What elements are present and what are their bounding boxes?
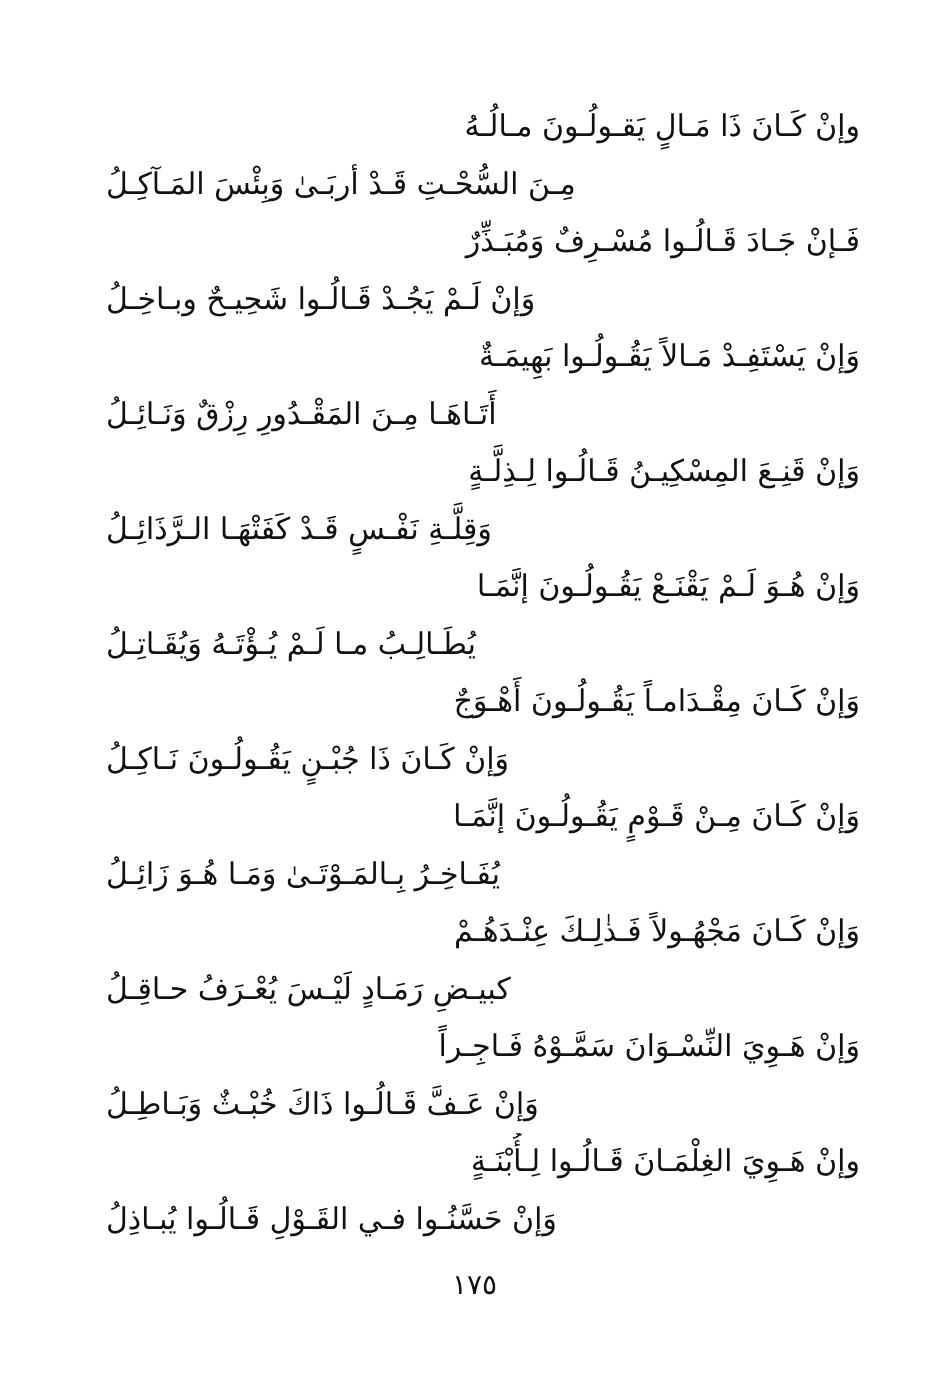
- poem-line: وَإنْ كَـانَ مِـنْ قَـوْمٍ يَقُـولُـونَ إنَّمَـا: [453, 799, 860, 834]
- poem-line: مِـنَ السُّحْـتِ قَـدْ أربَـىٰ وَبِئْسَ المَـآكِـلُ: [106, 166, 576, 202]
- poem-line: أَتَـاهَـا مِـنَ المَقْـدُورِ رِزْقٌ وَنَـائِـلُ: [106, 396, 497, 432]
- poem-line: وإنْ هَـوِيَ الغِلْمَـانَ قَـالُـوا لِـأُبْنَـةٍ: [470, 1144, 860, 1179]
- poem-line: وَإنْ عَـفَّ قَـالُـوا ذَاكَ خُبْـثٌ وَبَـاطِـلُ: [106, 1086, 539, 1122]
- poem-line: وَإنْ يَسْتَفِـدْ مَـالاً يَقُـولُـوا بَهِيمَـةٌ: [478, 339, 860, 374]
- poem-line: وَإنْ كَـانَ مَجْهُـولاً فَـذٰلِـكَ عِنْـدَهُـمْ: [453, 914, 860, 949]
- poem-line: يُطَـالِـبُ مـا لَـمْ يُـؤْتَـهُ وَيُقَـاتِـلُ: [106, 626, 476, 662]
- poem-body: [80, 98, 870, 1248]
- poem-line: وَإنْ كَـانَ ذَا جُبْـنٍ يَقُـولُـونَ نَـاكِـلُ: [106, 741, 510, 777]
- poem-line: وَقِلَّـةِ نَفْـسٍ قَـدْ كَفَتْهَـا الـرَّذَائِـلُ: [106, 511, 492, 547]
- poem-line: وَإنْ كَـانَ مِقْـدَامـاً يَقُـولُـونَ أَهْـوَجٌ: [453, 684, 860, 719]
- poem-line: وإنْ كَـانَ ذَا مَـالٍ يَقـولُـونَ مـالُـهُ: [464, 109, 860, 144]
- poem-line: وَإنْ لَـمْ يَجُـدْ قَـالُـوا شَحِيـحٌ وبـاخِـلُ: [106, 281, 536, 317]
- poem-line: وَإنْ هَـوِيَ النِّسْـوَانَ سَمَّـوْهُ فَـاجِـراً: [438, 1029, 860, 1064]
- poem-line: وَإنْ قَنِـعَ المِسْكِيـنُ قَـالُـوا لِـذِلَّـةٍ: [468, 454, 860, 489]
- poem-line: وَإنْ هُـوَ لَـمْ يَقْنَـعْ يَقُـولُـونَ إنَّمَـا: [476, 569, 860, 604]
- poem-line: وَإنْ حَسَّنُـوا فـي القَـوْلِ قَـالُـوا يُبـاذِلُ: [106, 1201, 557, 1237]
- poem-line: كبيـضِ رَمَـادٍ لَيْـسَ يُعْـرَفُ حـاقِـلُ: [106, 971, 511, 1007]
- poem-line: فَـإنْ جَـادَ قَـالُـوا مُسْـرِفٌ وَمُبَـذِّرٌ: [465, 224, 860, 259]
- poem-line: يُفَـاخِـرُ بِـالمَـوْتَـىٰ وَمَـا هُـوَ زَائِـلُ: [106, 856, 500, 892]
- page-number: ١٧٥: [451, 1268, 498, 1301]
